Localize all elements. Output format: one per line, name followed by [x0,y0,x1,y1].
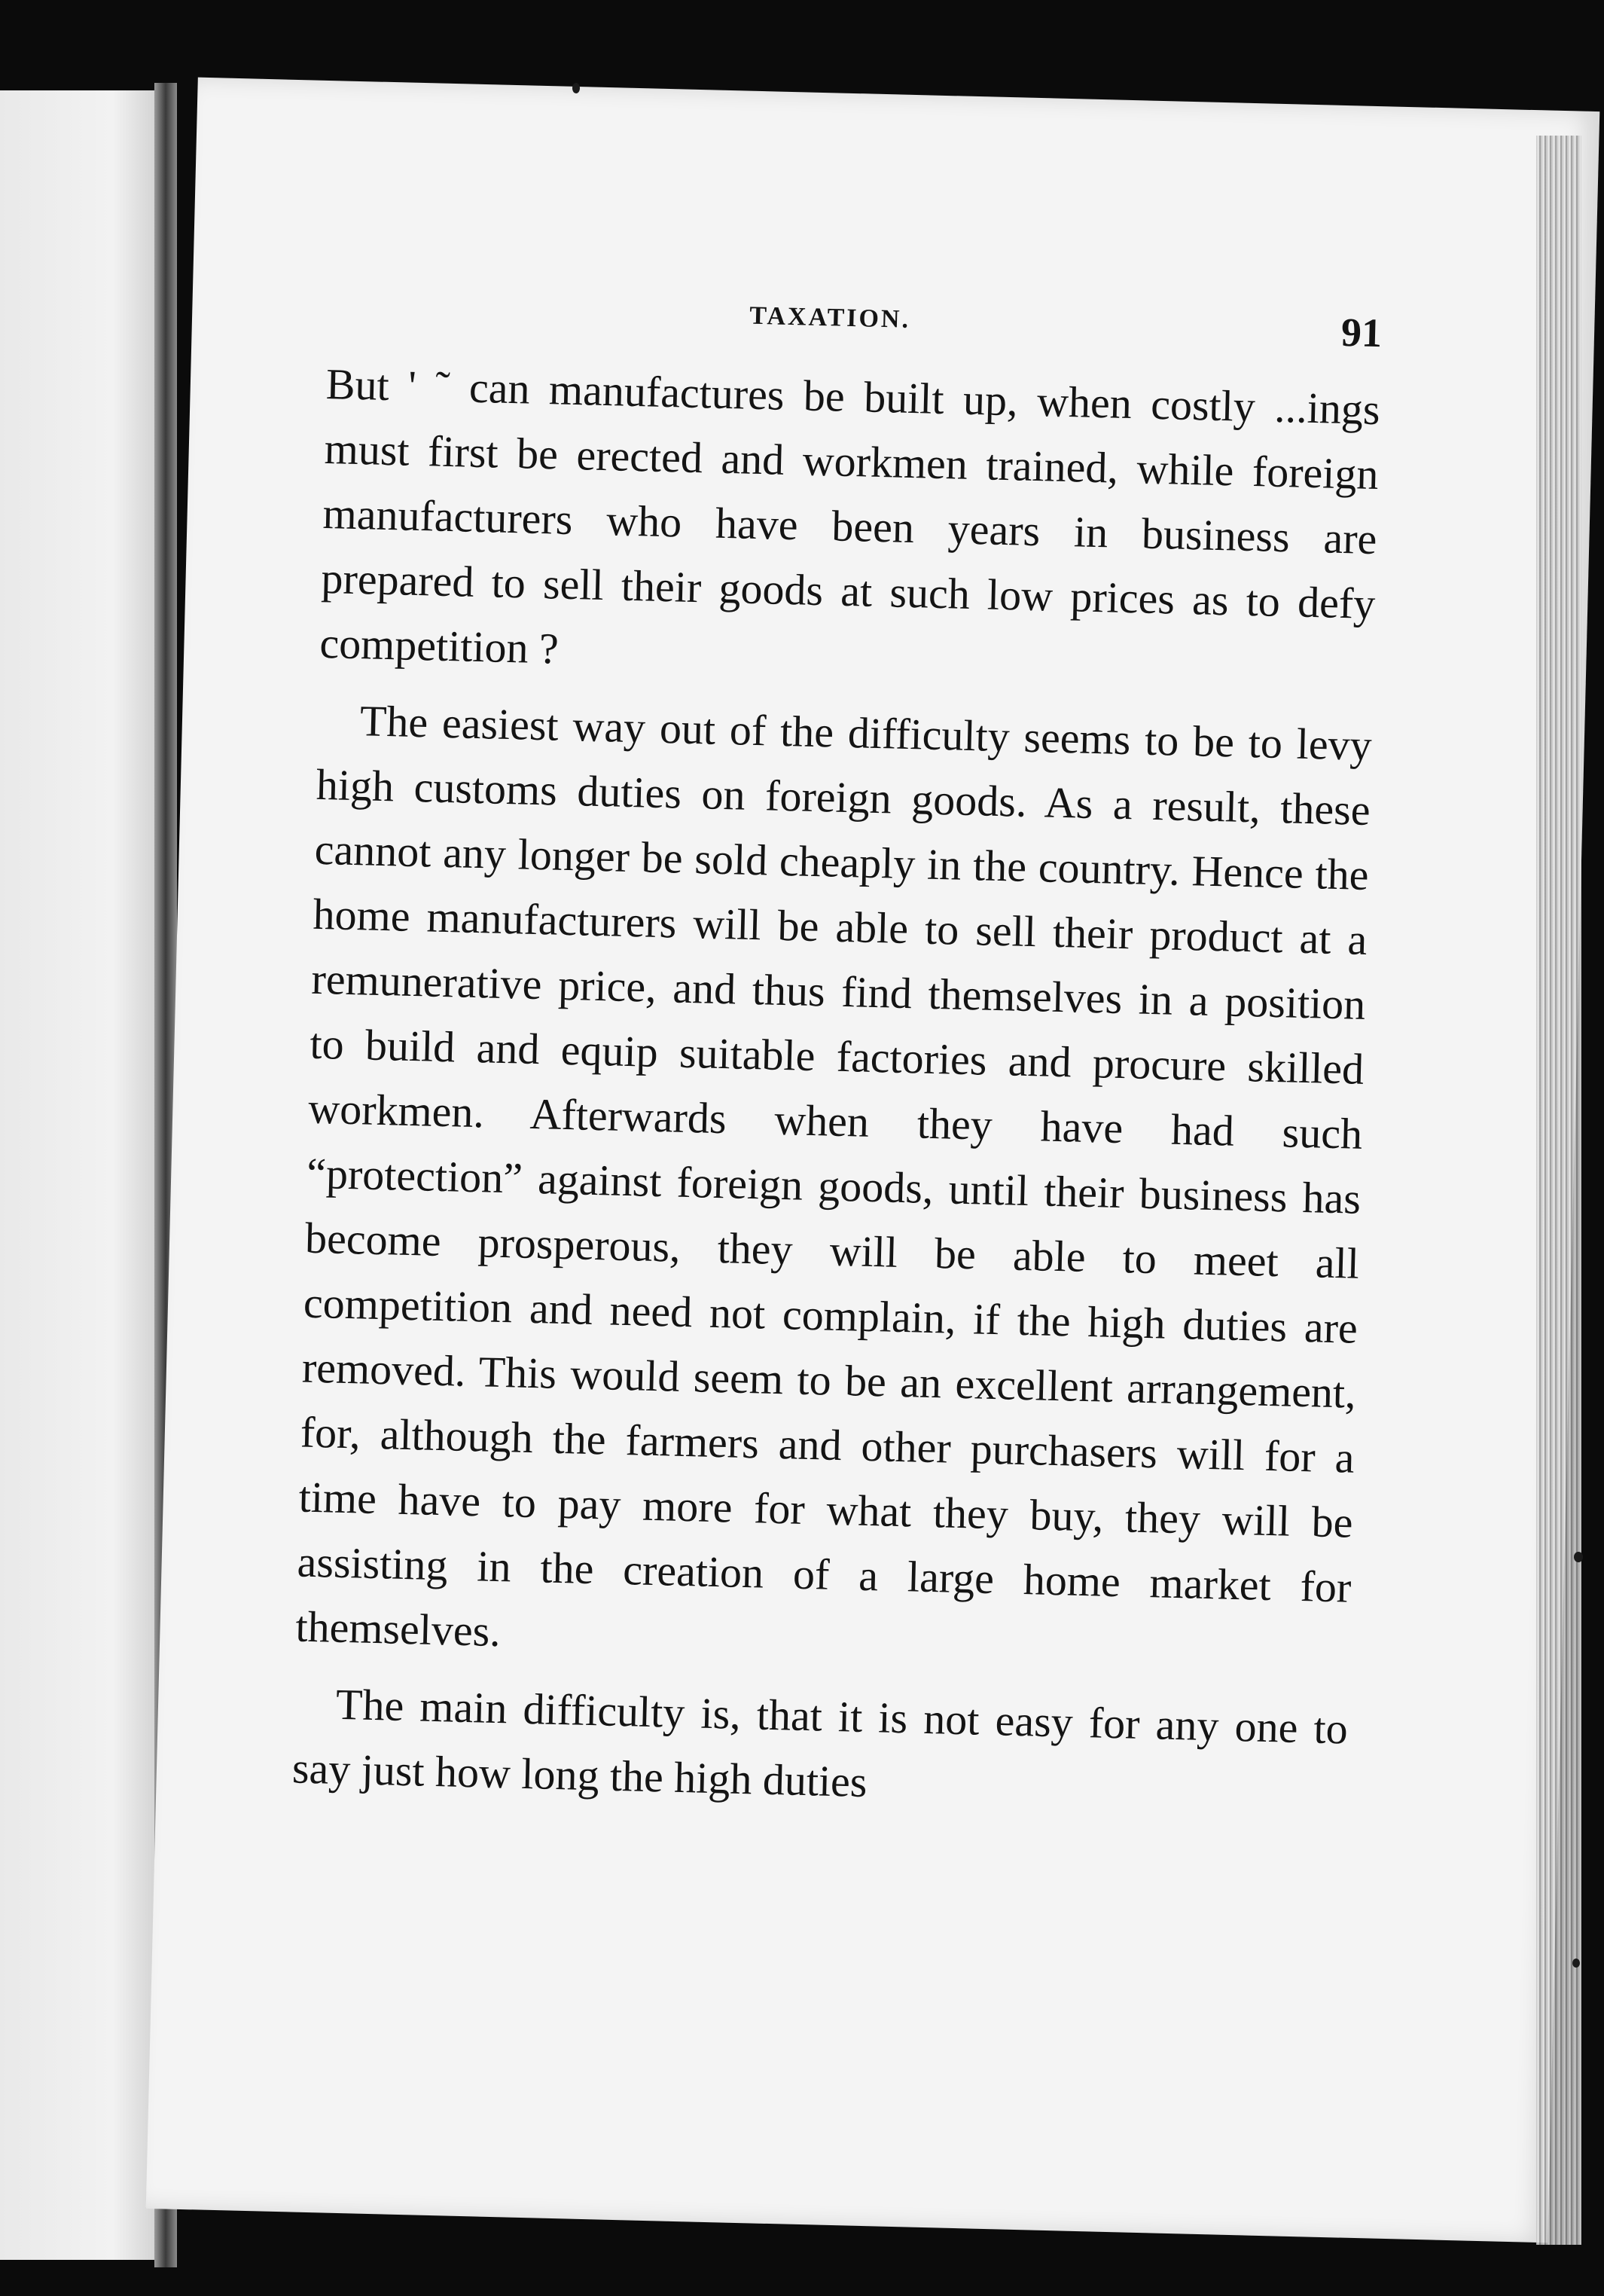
paragraph-3: The main difficulty is, that it is not easy for any one to say just how long the high duties [291,1679,1349,1807]
page-content [291,284,1383,1839]
page-number: 91 [1340,309,1383,356]
scan-speck [1574,1552,1583,1562]
scan-speck [1572,1959,1580,1968]
running-title: TAXATION. [749,301,911,334]
facing-page-edge [0,90,162,2260]
paragraph-2: The easiest way out of the difficulty seems to be to levy high customs duties on foreign goods. As a result, these cannot any longer be sold cheaply in the country. Hence the home manufacturers will be able to sell their product at a remunerative price, and thus find themselves in a position to build and equip suitable factories and procure skilled workmen. Afterwards when they have had such “protection” against foreign goods, until their business has become prosperous, they will be able to meet all competition and need not complain, if the high duties are removed. This would seem to be an excellent arrangement, for, although the farmers and other purchasers will for a time have to pay more for what they buy, they will be assisting in the creation of a large home market for themselves. [294,696,1373,1656]
page-block-edges [1536,136,1581,2245]
paragraph-1: But ' ˜ can manufactures be built up, when costly ...ings must first be erected and workmen trained, while foreign manufacturers who have been years in business are prepared to sell their goods at such low prices as to defy competition ? [319,359,1381,673]
scan-speck [572,83,580,93]
book-page [146,78,1600,2243]
